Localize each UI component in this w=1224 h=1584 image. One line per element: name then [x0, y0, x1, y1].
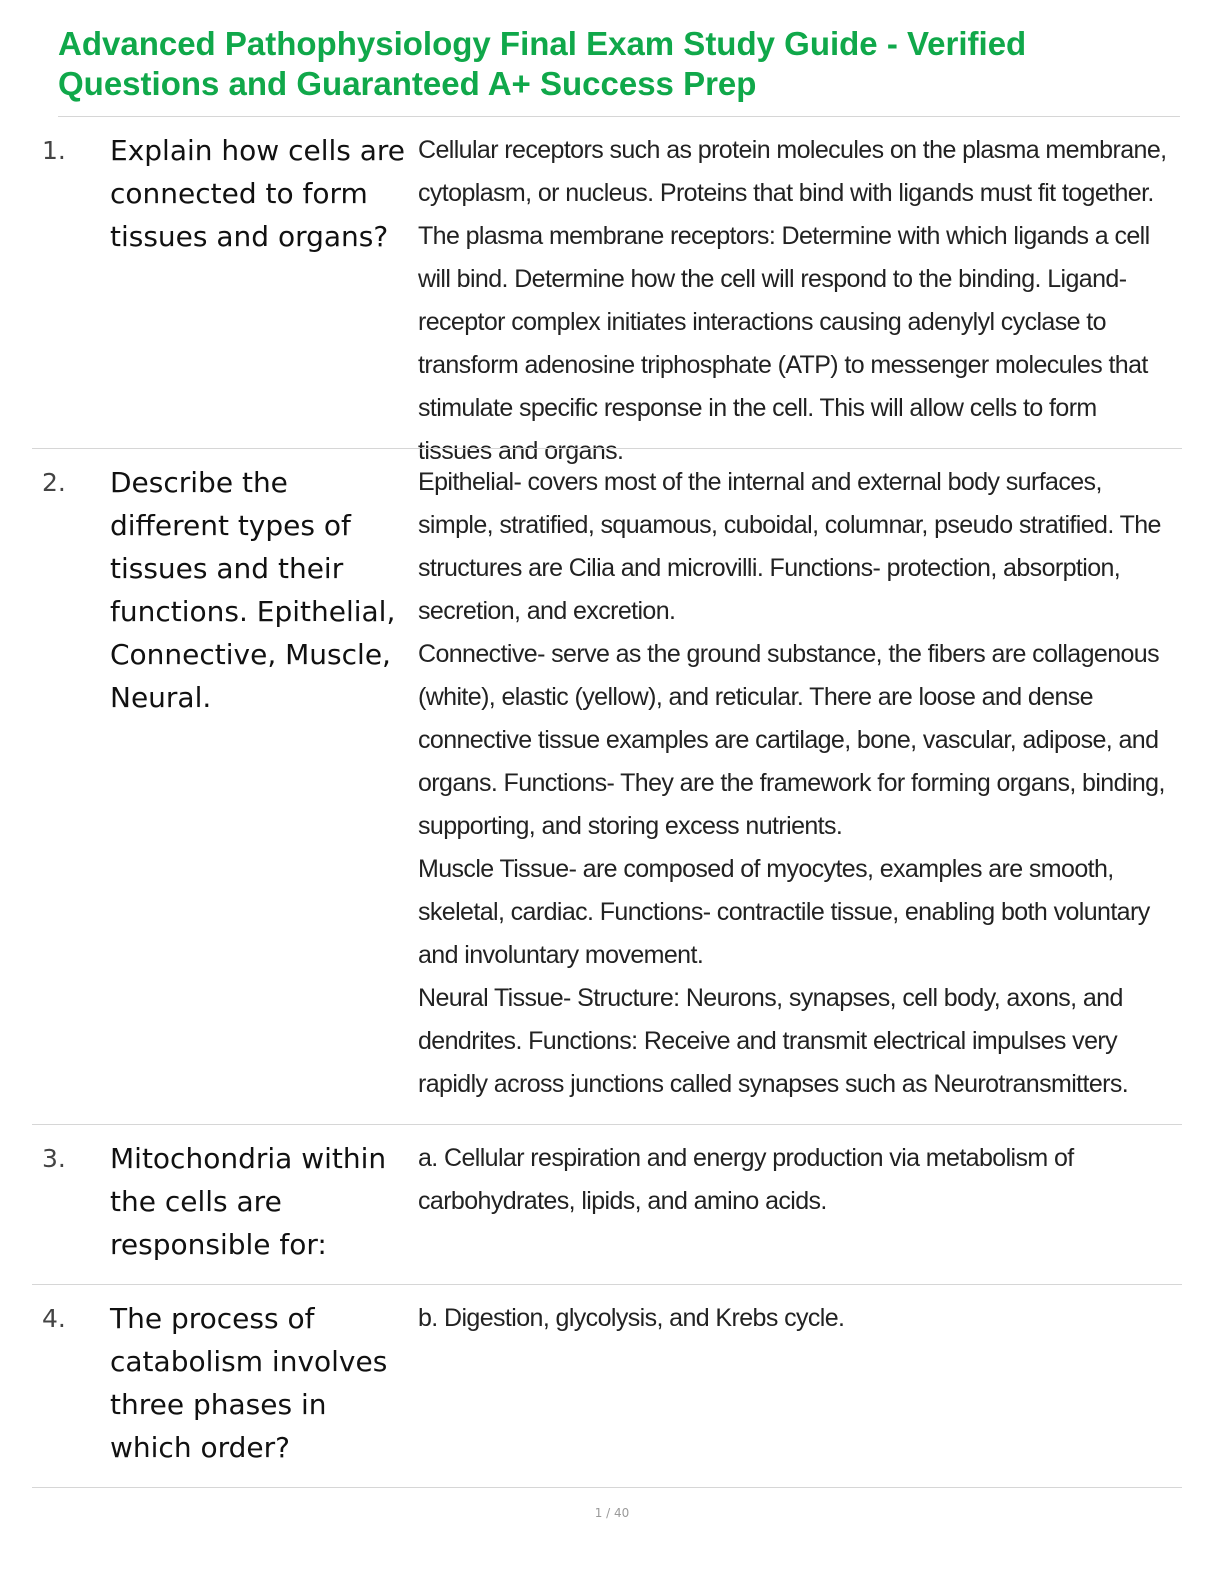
- answer-paragraph: Connective- serve as the ground substance, the fibers are collagenous (white), elastic (yellow), and reticular. There are loose and dense connective tissue examples are cartilage, bone, vascular, adipose, and organs. Functions- They are the framework for forming organs, binding, supporting, and storing excess nutrients.: [418, 640, 1165, 840]
- answer-paragraph: b. Digestion, glycolysis, and Krebs cycle.: [418, 1304, 845, 1332]
- answer-paragraph: Muscle Tissue- are composed of myocytes, examples are smooth, skeletal, cardiac. Functions- contractile tissue, enabling both voluntary and involuntary movement.: [418, 855, 1150, 969]
- row-divider: [32, 1487, 1182, 1488]
- answer-paragraph: a. Cellular respiration and energy production via metabolism of carbohydrates, lipids, and amino acids.: [418, 1144, 1074, 1215]
- question-text: Explain how cells are connected to form tissues and organs?: [110, 134, 406, 253]
- question-text: The process of catabolism involves three phases in which order?: [110, 1302, 388, 1464]
- answer-paragraph: Neural Tissue- Structure: Neurons, synapses, cell body, axons, and dendrites. Functions: Receive and transmit electrical impulses very rapidly across junctions called synapses such as Neurotransmitters.: [418, 984, 1129, 1098]
- row-divider: [32, 1284, 1182, 1285]
- row-divider: [32, 448, 1182, 449]
- question-number: 4.: [42, 1304, 66, 1333]
- question-text: Mitochondria within the cells are responsible for:: [110, 1142, 387, 1261]
- question-number: 2.: [42, 468, 66, 497]
- answer-text: [418, 461, 1170, 1106]
- document-title: Advanced Pathophysiology Final Exam Study Guide - Verified Questions and Guaranteed A+ Success Prep: [58, 25, 1027, 102]
- answer-text: [418, 1297, 1170, 1340]
- answer-text: [418, 1137, 1170, 1223]
- question-number: 1.: [42, 136, 66, 165]
- answer-paragraph: Epithelial- covers most of the internal and external body surfaces, simple, stratified, squamous, cuboidal, columnar, pseudo stratified. The structures are Cilia and microvilli. Functions- protection, absorption, secretion, and excretion.: [418, 468, 1161, 625]
- answer-text: [418, 129, 1170, 473]
- answer-paragraph: Cellular receptors such as protein molecules on the plasma membrane, cytoplasm, or nucleus. Proteins that bind with ligands must fit together. The plasma membrane receptors: Determine with which ligands a cell will bind. Determine how the cell will respond to the binding. Ligand-receptor complex initiates interactions causing adenylyl cyclase to transform adenosine triphosphate (ATP) to messenger molecules that stimulate specific response in the cell. This will allow cells to form tissues and organs.: [418, 136, 1167, 465]
- row-divider: [32, 1124, 1182, 1125]
- question-number: 3.: [42, 1144, 66, 1173]
- page-number: 1 / 40: [594, 1506, 630, 1520]
- question-text: Describe the different types of tissues and their functions. Epithelial, Connective, Muscle, Neural.: [110, 466, 396, 714]
